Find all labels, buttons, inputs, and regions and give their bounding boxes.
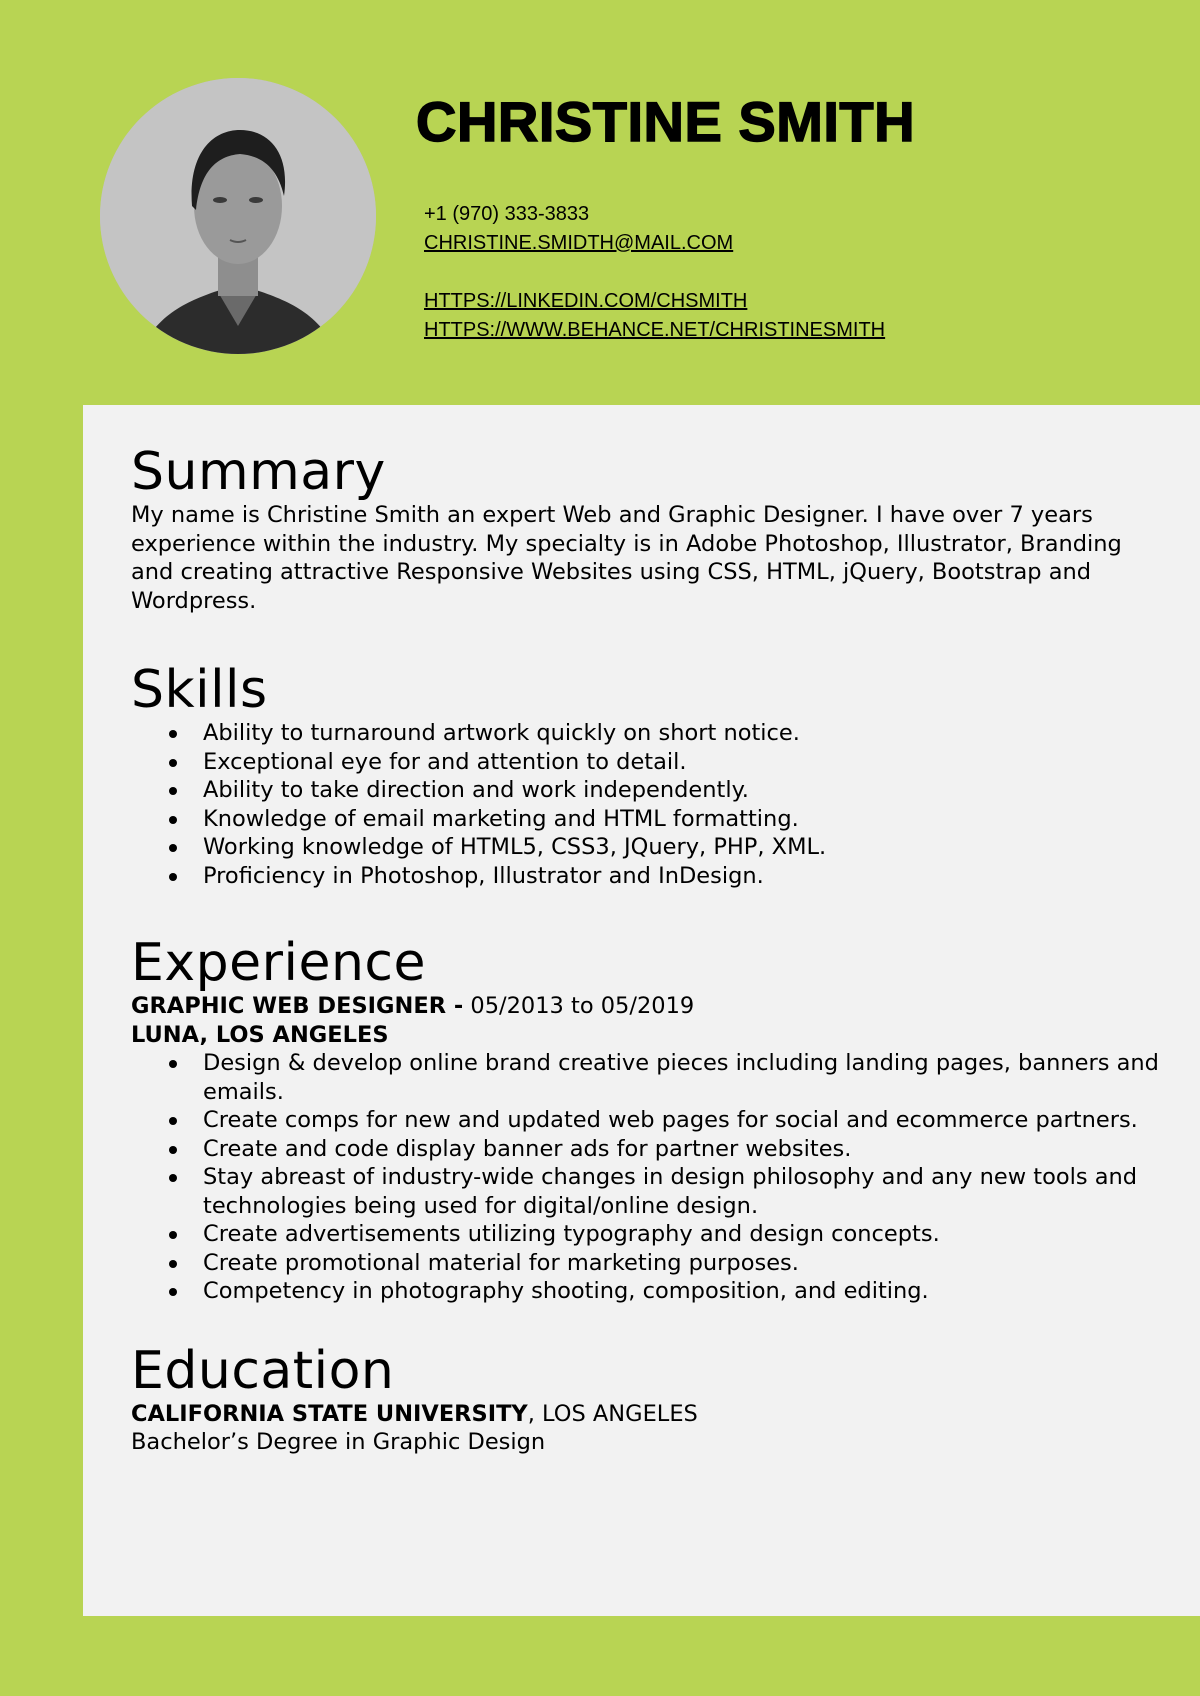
- experience-item: Create and code display banner ads for partner websites.: [203, 1135, 1171, 1164]
- profile-photo: [100, 78, 376, 354]
- behance-link[interactable]: HTTPS://WWW.BEHANCE.NET/CHRISTINESMITH: [424, 319, 886, 341]
- job-dates: 05/2013 to 05/2019: [470, 993, 695, 1019]
- skills-list: [131, 719, 1171, 890]
- experience-section: [131, 934, 1171, 1306]
- summary-heading: Summary: [131, 442, 386, 502]
- contact-spacer: [424, 258, 885, 287]
- candidate-name: CHRISTINE SMITH: [416, 90, 916, 153]
- job-title-line: [131, 992, 1171, 1021]
- experience-list: [131, 1049, 1171, 1306]
- skill-item: Proficiency in Photoshop, Illustrator and InDesign.: [203, 862, 1171, 891]
- resume-body: [83, 405, 1200, 1616]
- school-name: CALIFORNIA STATE UNIVERSITY: [131, 1400, 528, 1427]
- degree: Bachelor’s Degree in Graphic Design: [131, 1429, 546, 1455]
- experience-item: Create promotional material for marketing purposes.: [203, 1249, 1171, 1278]
- skill-item: Ability to turnaround artwork quickly on short notice.: [203, 719, 1171, 748]
- skill-item: Knowledge of email marketing and HTML formatting.: [203, 805, 1171, 834]
- skill-item: Exceptional eye for and attention to detail.: [203, 748, 1171, 777]
- job-title: GRAPHIC WEB DESIGNER -: [131, 993, 464, 1019]
- experience-item: Create comps for new and updated web pages for social and ecommerce partners.: [203, 1106, 1171, 1135]
- experience-item: Stay abreast of industry-wide changes in design philosophy and any new tools and technologies being used for digital/online design.: [203, 1163, 1171, 1220]
- school-line: [131, 1400, 1171, 1429]
- education-section: [131, 1342, 1171, 1457]
- email-link[interactable]: CHRISTINE.SMIDTH@MAIL.COM: [424, 232, 734, 254]
- phone-number: +1 (970) 333-3833: [424, 203, 590, 225]
- skills-section: [131, 661, 1171, 890]
- skill-item: Working knowledge of HTML5, CSS3, JQuery, PHP, XML.: [203, 833, 1171, 862]
- experience-item: Create advertisements utilizing typography and design concepts.: [203, 1220, 1171, 1249]
- contact-info: [424, 200, 885, 345]
- experience-item: Competency in photography shooting, composition, and editing.: [203, 1277, 1171, 1306]
- portrait-image: [100, 78, 376, 354]
- education-heading: Education: [131, 1340, 395, 1401]
- job-company: LUNA, LOS ANGELES: [131, 1021, 389, 1048]
- experience-item: Design & develop online brand creative pieces including landing pages, banners and emails.: [203, 1049, 1171, 1106]
- linkedin-link[interactable]: HTTPS://LINKEDIN.COM/CHSMITH: [424, 290, 748, 312]
- summary-section: [131, 443, 1171, 615]
- experience-heading: Experience: [131, 933, 426, 993]
- skills-heading: Skills: [131, 660, 268, 720]
- skill-item: Ability to take direction and work independently.: [203, 776, 1171, 805]
- summary-text: My name is Christine Smith an expert Web and Graphic Designer. I have over 7 years experience within the industry. My specialty is in Adobe Photoshop, Illustrator, Branding and creating attractive Responsive Websites using CSS, HTML, jQuery, Bootstrap and Wordpress.: [131, 502, 1122, 614]
- school-location: , LOS ANGELES: [527, 1400, 698, 1427]
